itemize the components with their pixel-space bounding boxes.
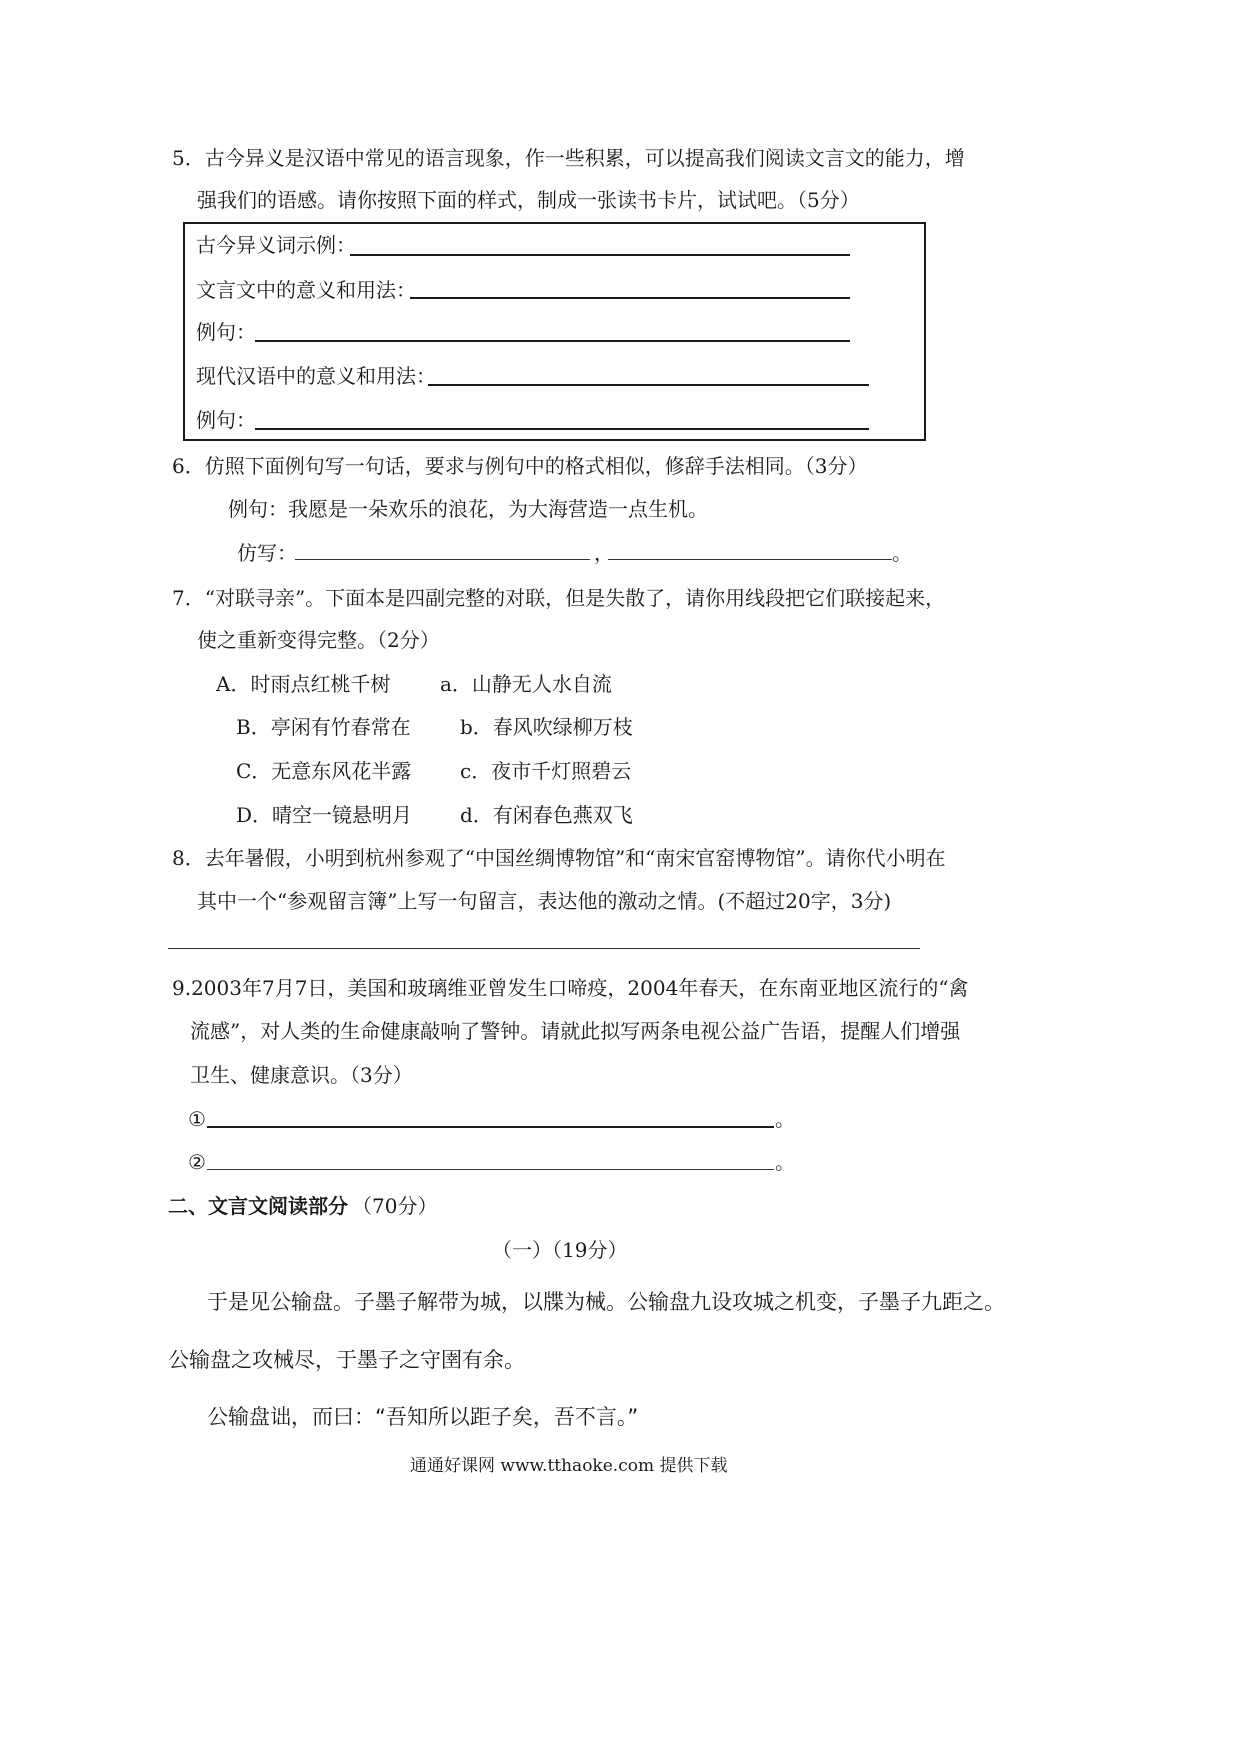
q6-example: 例句：我愿是一朵欢乐的浪花，为大海营造一点生机。 [228,497,708,521]
card-label-example2: 例句： [196,408,256,432]
q9-end-2: 。 [775,1150,795,1174]
couplet-right-a[interactable]: a．山静无人水自流 [440,672,612,696]
card-blank-modern-meaning[interactable] [428,384,869,386]
q6-line1: 6．仿照下面例句写一句话，要求与例句中的格式相似，修辞手法相同。（3分） [172,454,868,478]
q9-blank-1[interactable] [207,1126,774,1128]
card-blank-example1[interactable] [255,340,850,342]
passage-paragraph-2: 公输盘之攻械尽，于墨子之守圉有余。 [168,1348,525,1372]
q8-answer-line[interactable] [168,948,920,949]
card-label-example-word: 古今异义词示例： [196,233,356,257]
q8-line1: 8．去年暑假，小明到杭州参观了“中国丝绸博物馆”和“南宋官窑博物馆”。请你代小明在 [172,846,946,870]
passage-paragraph-1: 于是见公输盘。子墨子解带为城，以牒为械。公输盘九设攻城之机变，子墨子九距之。 [207,1290,1005,1314]
couplet-left-b[interactable]: B．亭闲有竹春常在 [236,715,411,739]
page-footer: 通通好课网 www.tthaoke.com 提供下载 [410,1456,728,1476]
q5-line2: 强我们的语感。请你按照下面的样式，制成一张读书卡片，试试吧。（5分） [197,188,860,212]
q9-marker-2: ② [188,1150,206,1174]
couplet-right-d[interactable]: d．有闲春色燕双飞 [460,803,633,827]
couplet-left-c[interactable]: C．无意东风花半露 [236,759,412,783]
card-label-classical-meaning: 文言文中的意义和用法： [196,278,416,302]
q6-comma: ， [594,541,614,565]
section2-heading: 二、文言文阅读部分 [168,1194,348,1218]
card-label-modern-meaning: 现代汉语中的意义和用法： [196,364,436,388]
q9-line3: 卫生、健康意识。（3分） [190,1063,413,1087]
card-blank-example2[interactable] [255,428,869,430]
passage-paragraph-3: 公输盘诎，而曰：“吾知所以距子矣，吾不言。” [207,1405,639,1429]
couplet-right-b[interactable]: b．春风吹绿柳万枝 [460,715,633,739]
q6-blank-1[interactable] [295,559,590,560]
couplet-left-a[interactable]: A．时雨点红桃千树 [216,672,391,696]
q6-blank-2[interactable] [608,559,892,560]
q8-line2: 其中一个“参观留言簿”上写一句留言，表达他的激动之情。(不超过20字，3分) [197,889,892,913]
q6-imitate-label: 仿写： [237,541,297,565]
q9-marker-1: ① [188,1107,206,1131]
card-label-example1: 例句： [196,320,256,344]
q6-period: 。 [892,541,912,565]
q9-line1: 9.2003年7月7日，美国和玻璃维亚曾发生口啼疫，2004年春天，在东南亚地区流行的“禽 [172,976,969,1000]
q5-line1: 5．古今异义是汉语中常见的语言现象，作一些积累，可以提高我们阅读文言文的能力，增 [172,146,965,170]
q7-line1: 7．“对联寻亲”。下面本是四副完整的对联，但是失散了，请你用线段把它们联接起来， [172,586,946,610]
q9-line2: 流感”，对人类的生命健康敲响了警钟。请就此拟写两条电视公益广告语，提醒人们增强 [190,1019,961,1043]
couplet-left-d[interactable]: D．晴空一镜悬明月 [236,803,413,827]
couplet-right-c[interactable]: c．夜市千灯照碧云 [460,759,632,783]
card-blank-example-word[interactable] [350,254,850,256]
q9-blank-2[interactable] [207,1169,774,1170]
section2-heading-score: （70分） [352,1194,438,1218]
q9-end-1: 。 [775,1107,795,1131]
section2-subheading: （一）（19分） [492,1238,628,1262]
q7-line2: 使之重新变得完整。（2分） [197,628,440,652]
card-blank-classical-meaning[interactable] [410,297,850,299]
